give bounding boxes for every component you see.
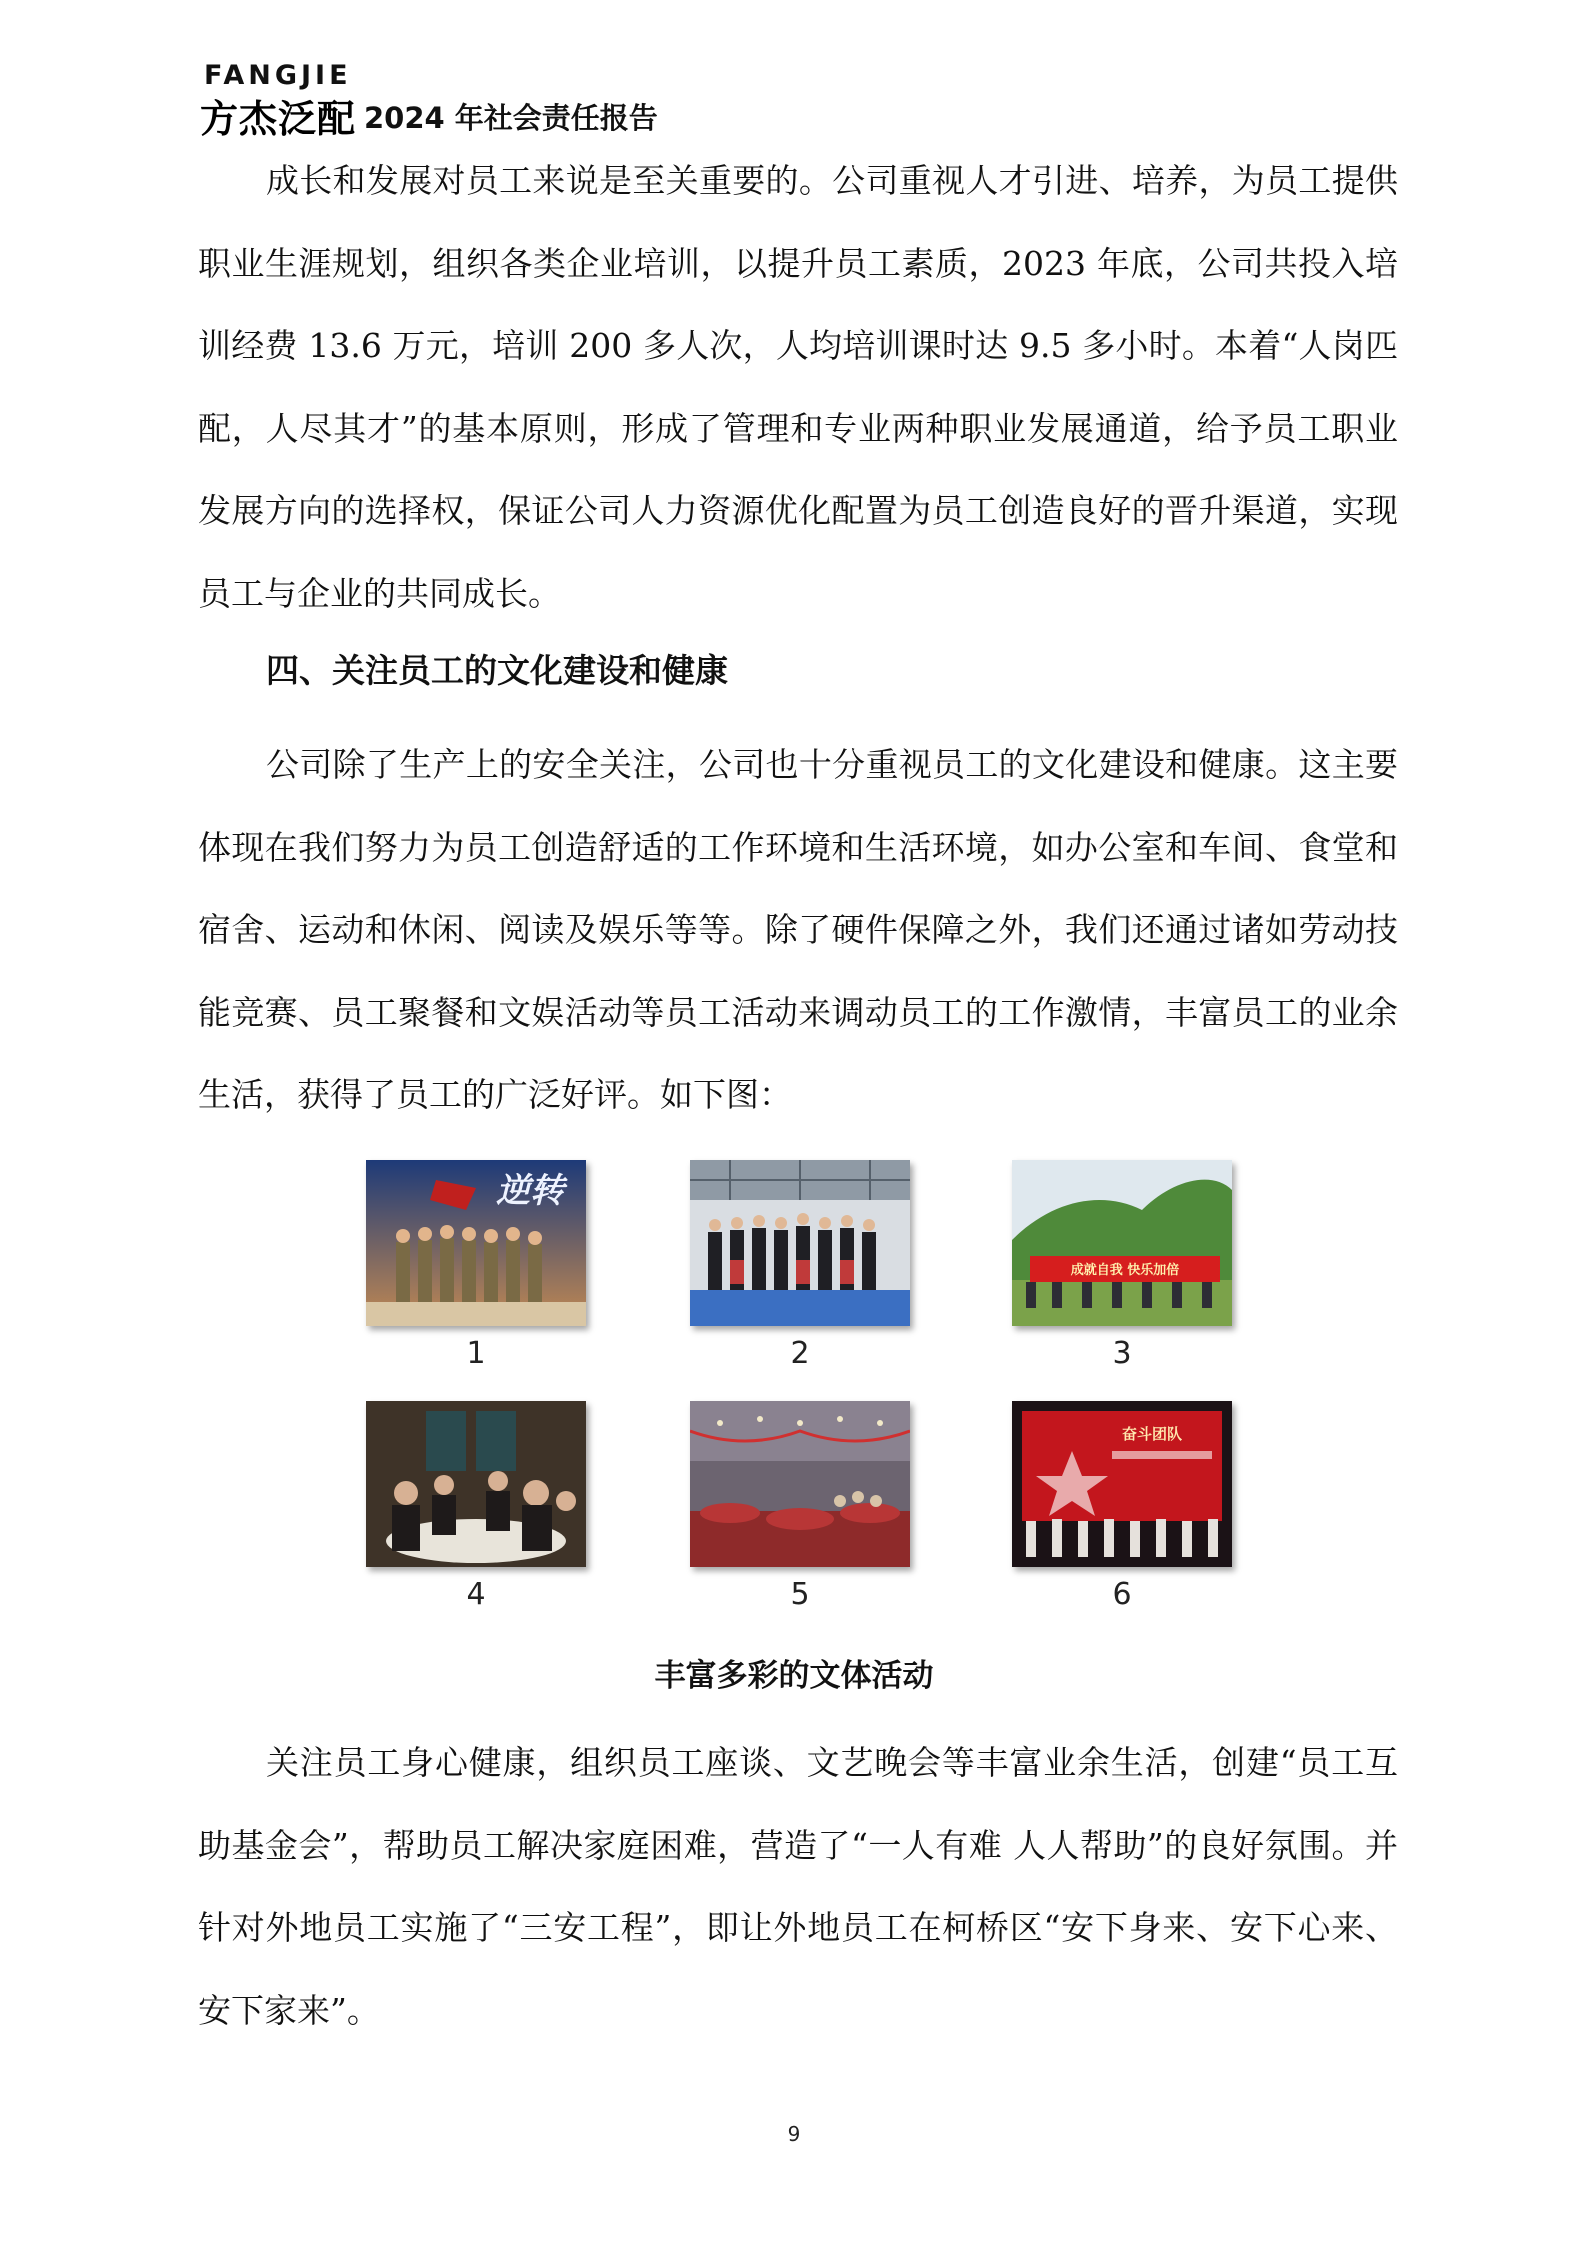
photo-5-banquet-hall	[690, 1401, 910, 1567]
paragraph-culture: 公司除了生产上的安全关注，公司也十分重视员工的文化建设和健康。这主要体现在我们努力为员工创造舒适的工作环境和生活环境，如办公室和车间、食堂和宿舍、运动和休闲、阅读及娱乐等等。除了硬件保障之外，我们还通过诸如劳动技能竞赛、员工聚餐和文娱活动等员工活动来调动员工的工作激情，丰富员工的业余生活，获得了员工的广泛好评。如下图：	[198, 745, 1398, 1114]
photo-1-team-performance	[366, 1160, 586, 1326]
photo-6-banner: 奋斗团队	[1121, 1425, 1183, 1443]
photo-6-stage-group	[1012, 1401, 1232, 1567]
paragraph-health: 关注员工身心健康，组织员工座谈、文艺晚会等丰富业余生活，创建“员工互助基金会”，帮助员工解决家庭困难，营造了“一人有难 人人帮助”的良好氛围。并针对外地员工实施了“三安工程”，即让外地员工在柯桥区“安下身来、安下心来、安下家来”。	[198, 1743, 1398, 2030]
page-header	[200, 58, 900, 141]
photo-2-group-indoor	[690, 1160, 910, 1326]
photo-2-number: 2	[790, 1336, 810, 1371]
photo-1-banner: 逆转	[496, 1171, 564, 1211]
report-title: 2024 年社会责任报告	[364, 101, 658, 135]
section-heading: 四、关注员工的文化建设和健康	[266, 651, 728, 690]
photo-4-number: 4	[466, 1577, 486, 1612]
logo-chinese: 方杰泛配	[200, 97, 357, 141]
photo-5-number: 5	[790, 1577, 810, 1612]
photo-4-dinner-selfie	[366, 1401, 586, 1567]
photo-3-number: 3	[1112, 1336, 1132, 1371]
photo-1-number: 1	[466, 1336, 486, 1371]
photo-3-outdoor-banner	[1012, 1160, 1232, 1326]
paragraph-career-development: 成长和发展对员工来说是至关重要的。公司重视人才引进、培养，为员工提供职业生涯规划，组织各类企业培训，以提升员工素质，2023 年底，公司共投入培训经费 13.6 万元，培训 200 多人次，人均培训课时达 9.5 多小时。本着“人岗匹配，人尽其才”的基本原则，形成了管理和专业两种职业发展通道，给予员工职业发展方向的选择权，保证公司人力资源优化配置为员工创造良好的晋升渠道，实现员工与企业的共同成长。	[198, 161, 1398, 613]
logo-english: FANGJIE	[204, 60, 352, 91]
photo-6-number: 6	[1112, 1577, 1132, 1612]
photo-3-banner: 成就自我 快乐加倍	[1070, 1263, 1180, 1278]
page-number: 9	[787, 2122, 801, 2146]
figure-caption: 丰富多彩的文体活动	[654, 1658, 934, 1694]
